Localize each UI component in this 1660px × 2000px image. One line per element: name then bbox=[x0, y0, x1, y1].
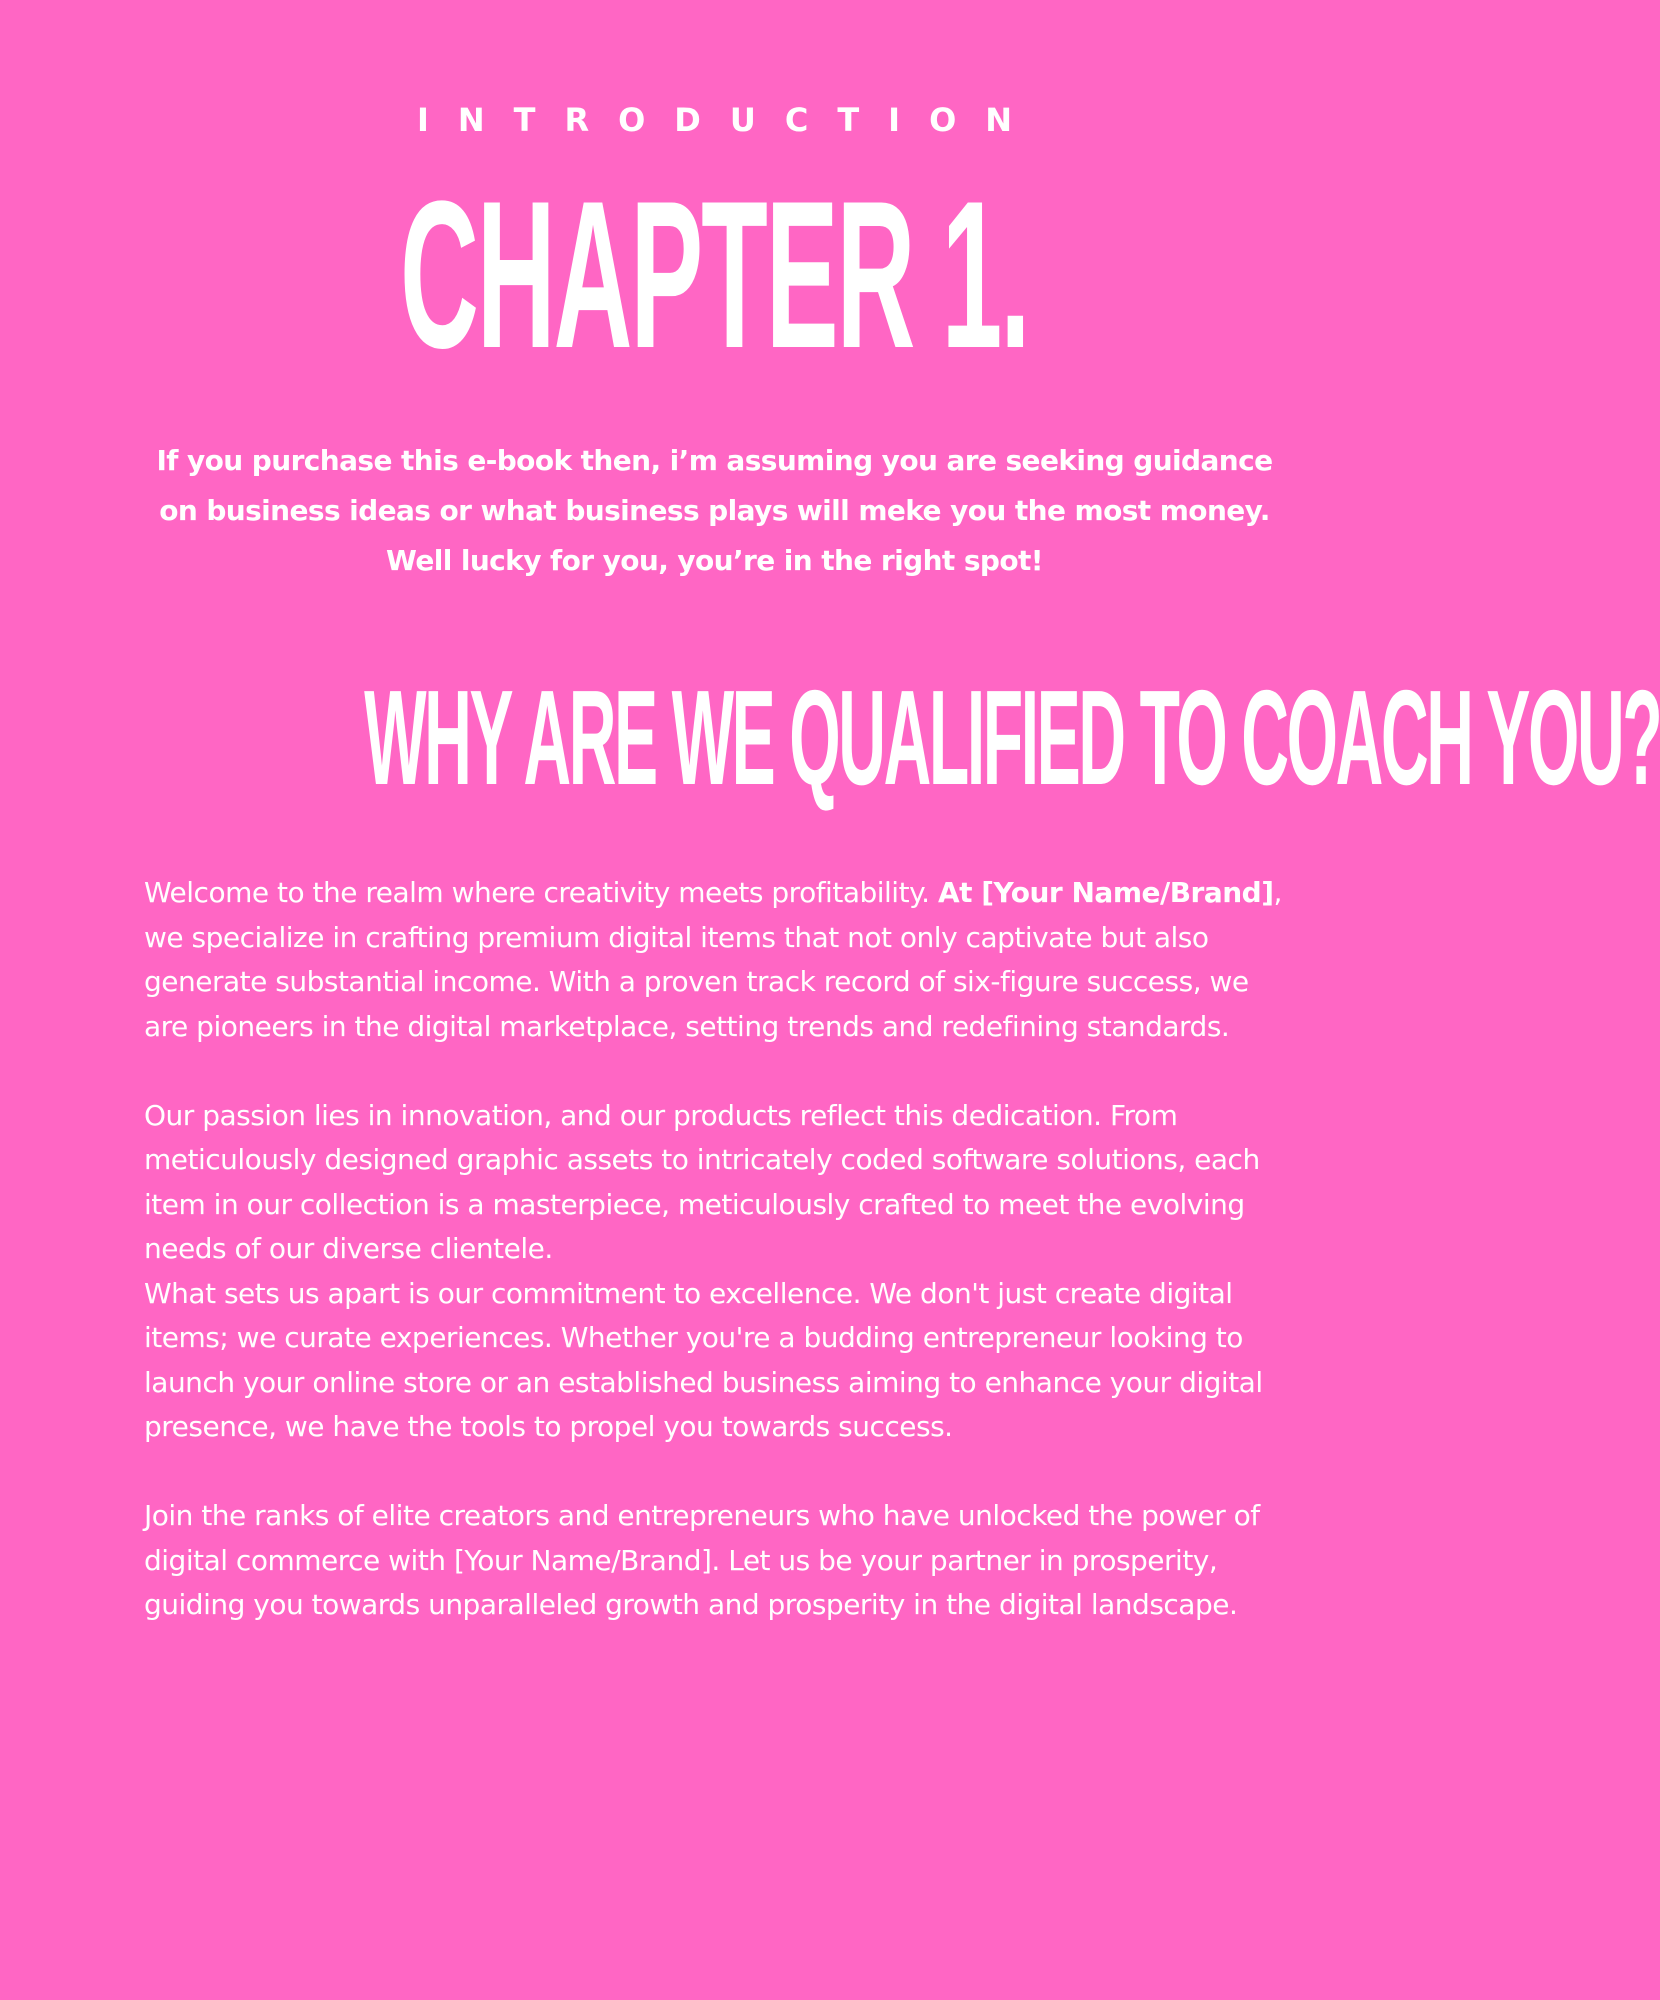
brand-name-bold: At [Your Name/Brand] bbox=[937, 876, 1274, 909]
body-text bbox=[144, 871, 1294, 1628]
paragraph-spacer bbox=[144, 1049, 1294, 1094]
section-headline: WHY ARE WE QUALIFIED TO COACH YOU? bbox=[364, 662, 1660, 813]
body-paragraph: What sets us apart is our commitment to excellence. We don't just create digital items; we curate experiences. Whether you're a budding entrepreneur looking to launch your online store or an established business aiming to enhance your digital presence, we have the tools to propel you towards success. bbox=[144, 1276, 1263, 1443]
chapter-title: CHAPTER 1. bbox=[400, 157, 1029, 392]
paragraph-spacer bbox=[144, 1450, 1294, 1495]
intro-lead-line: on business ideas or what business plays will meke you the most money. bbox=[159, 494, 1270, 527]
body-text-run: Welcome to the realm where creativity meets profitability. bbox=[144, 876, 938, 909]
intro-lead bbox=[130, 436, 1299, 586]
body-paragraph: Our passion lies in innovation, and our products reflect this dedication. From meticulously designed graphic assets to intricately coded software solutions, each item in our collection is a masterpiece, meticulously crafted to meet the evolving needs of our diverse clientele. bbox=[144, 1098, 1260, 1265]
body-paragraph bbox=[144, 871, 1294, 1049]
intro-lead-line: If you purchase this e-book then, i’m assuming you are seeking guidance bbox=[156, 444, 1273, 477]
section-kicker: INTRODUCTION bbox=[416, 101, 1042, 139]
intro-lead-line: Well lucky for you, you’re in the right spot! bbox=[386, 544, 1043, 577]
body-paragraph: Join the ranks of elite creators and entrepreneurs who have unlocked the power of digital commerce with [Your Name/Brand]. Let us be your partner in prosperity, guiding you towards unparalleled growth and prosperity in the digital landscape. bbox=[144, 1499, 1260, 1621]
body-text-run: , we specialize in crafting premium digital items that not only captivate but also generate substantial income. With a proven track record of six-figure success, we are pioneers in the digital marketplace, setting trends and redefining standards. bbox=[144, 876, 1282, 1043]
